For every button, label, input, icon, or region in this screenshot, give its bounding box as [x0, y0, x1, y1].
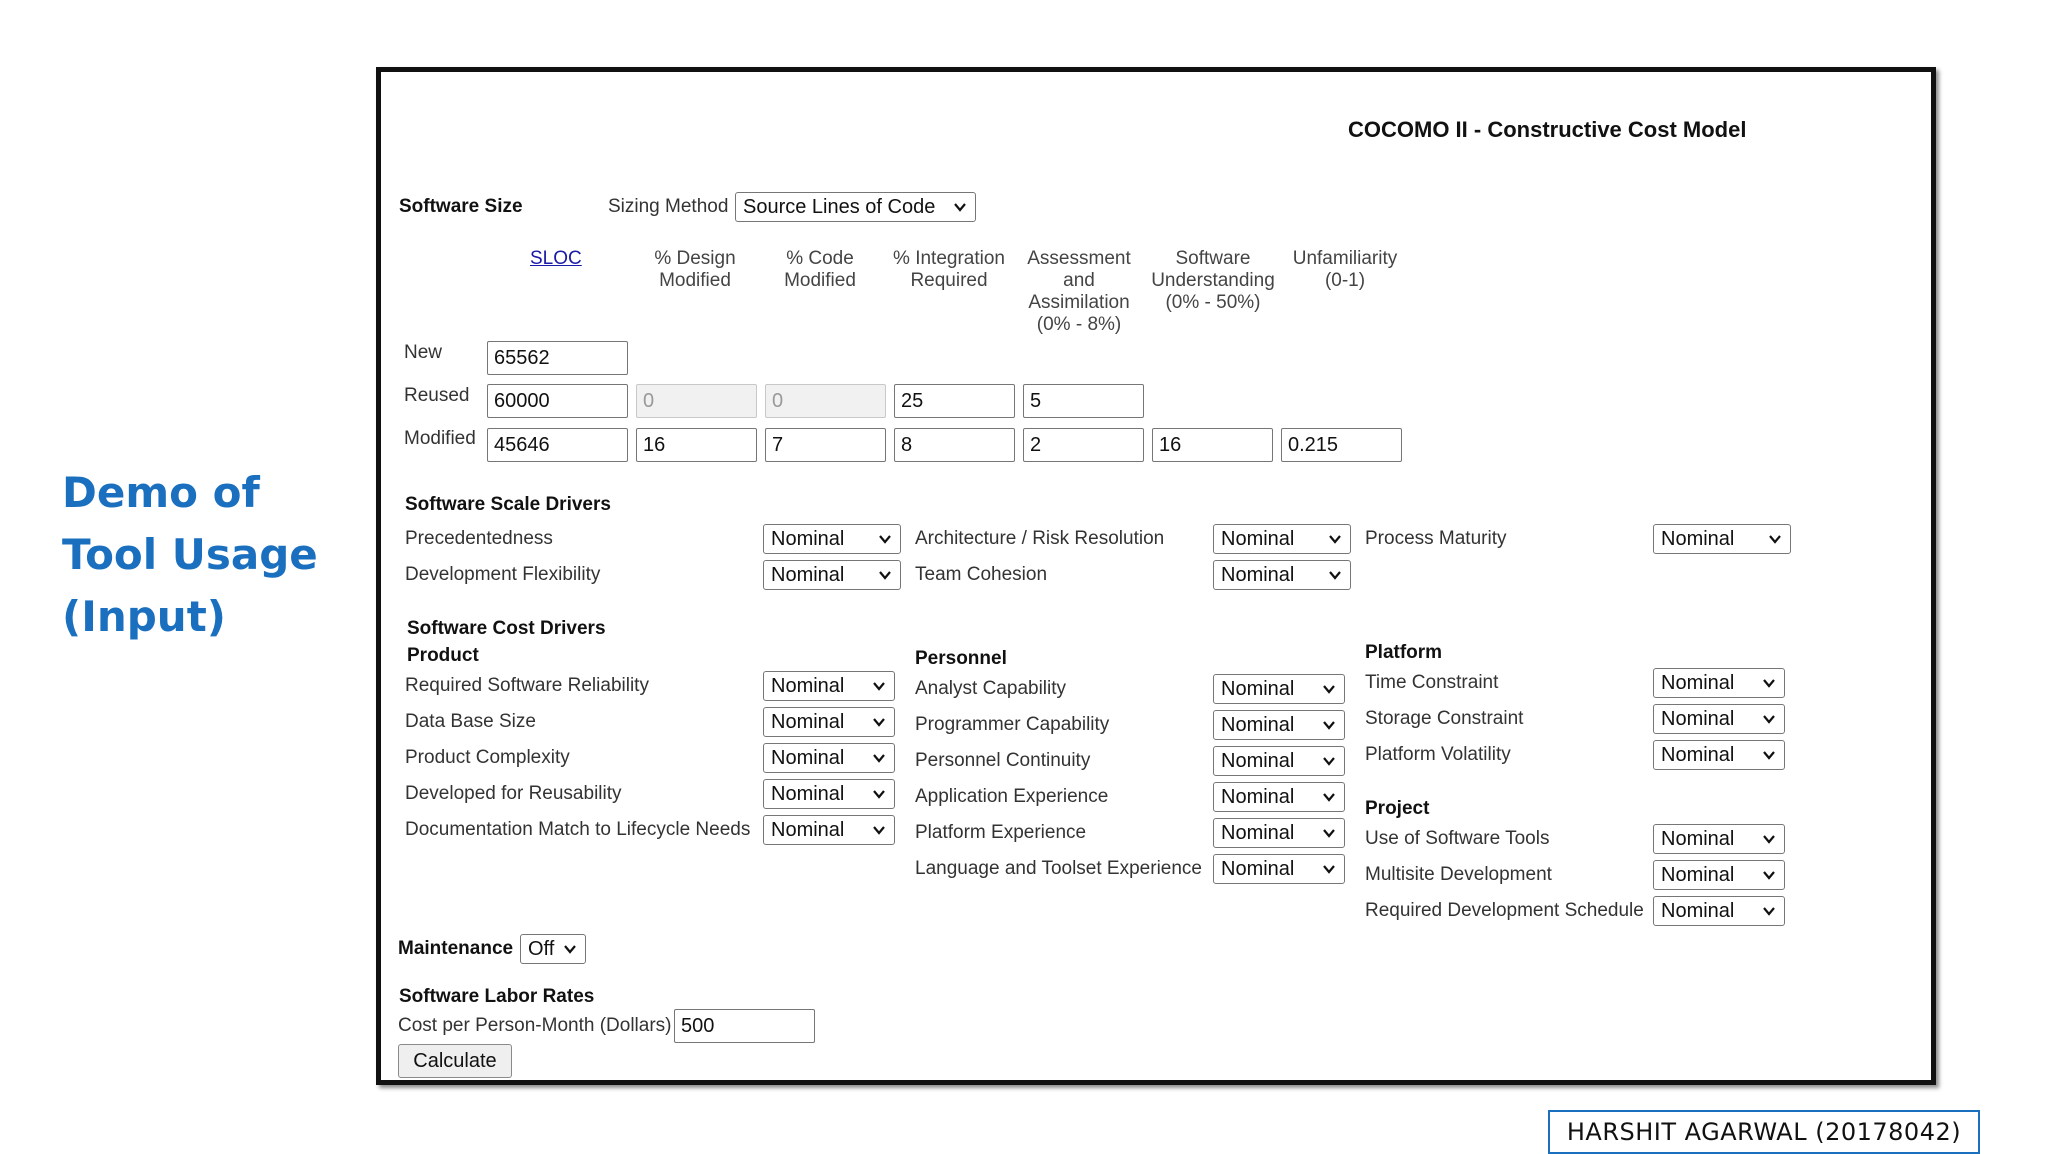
ltex-value: Nominal — [1221, 858, 1295, 880]
pcon-label: Personnel Continuity — [915, 750, 1091, 771]
chevron-down-icon — [1322, 754, 1336, 768]
new-sloc-input[interactable]: 65562 — [487, 341, 628, 375]
chevron-down-icon — [878, 532, 892, 546]
pcap-label: Programmer Capability — [915, 714, 1110, 735]
rely-select[interactable] — [763, 671, 895, 701]
chevron-down-icon — [872, 679, 886, 693]
chevron-down-icon — [1328, 568, 1342, 582]
modified-assessment-input[interactable]: 2 — [1023, 428, 1144, 462]
chevron-down-icon — [1768, 532, 1782, 546]
chevron-down-icon — [872, 823, 886, 837]
dev-flexibility-label: Development Flexibility — [405, 564, 601, 585]
team-cohesion-label: Team Cohesion — [915, 564, 1048, 585]
apex-value: Nominal — [1221, 786, 1295, 808]
stor-label: Storage Constraint — [1365, 708, 1524, 729]
chevron-down-icon — [953, 200, 967, 214]
sced-value: Nominal — [1661, 900, 1735, 922]
scale-drivers-heading: Software Scale Drivers — [405, 494, 611, 515]
reused-assessment-input[interactable]: 5 — [1023, 384, 1144, 418]
tool-select[interactable] — [1653, 824, 1785, 854]
time-label: Time Constraint — [1365, 672, 1499, 693]
pcap-select[interactable] — [1213, 710, 1345, 740]
reused-design-modified-input: 0 — [636, 384, 757, 418]
ruse-label: Developed for Reusability — [405, 783, 622, 804]
acap-value: Nominal — [1221, 678, 1295, 700]
row-label-new: New — [404, 342, 443, 363]
cost-per-pm-label: Cost per Person-Month (Dollars) — [398, 1015, 672, 1036]
chevron-down-icon — [1322, 862, 1336, 876]
reused-sloc-input[interactable]: 60000 — [487, 384, 628, 418]
chevron-down-icon — [872, 715, 886, 729]
sced-label: Required Development Schedule — [1365, 900, 1644, 921]
pcap-value: Nominal — [1221, 714, 1295, 736]
apex-select[interactable] — [1213, 782, 1345, 812]
data-value: Nominal — [771, 711, 845, 733]
sced-select[interactable] — [1653, 896, 1785, 926]
header-unfamiliarity: Unfamiliarity (0-1) — [1292, 248, 1398, 291]
chevron-down-icon — [1322, 682, 1336, 696]
chevron-down-icon — [1762, 748, 1776, 762]
cplx-select[interactable] — [763, 743, 895, 773]
sloc-link[interactable]: SLOC — [530, 248, 582, 269]
pvol-label: Platform Volatility — [1365, 744, 1511, 765]
tool-value: Nominal — [1661, 828, 1735, 850]
apex-label: Application Experience — [915, 786, 1109, 807]
acap-select[interactable] — [1213, 674, 1345, 704]
sizing-method-value: Source Lines of Code — [743, 196, 936, 218]
slide-title-line-2: Tool Usage — [62, 530, 318, 579]
tool-label: Use of Software Tools — [1365, 828, 1550, 849]
header-integration-required: % Integration Required — [893, 248, 1005, 291]
ruse-select[interactable] — [763, 779, 895, 809]
cocomo-screenshot-frame — [376, 67, 1936, 1085]
rely-value: Nominal — [771, 675, 845, 697]
chevron-down-icon — [878, 568, 892, 582]
calculate-button[interactable]: Calculate — [398, 1044, 512, 1078]
process-maturity-select[interactable] — [1653, 524, 1791, 554]
maintenance-value: Off — [528, 938, 555, 960]
rely-label: Required Software Reliability — [405, 675, 649, 696]
pcon-select[interactable] — [1213, 746, 1345, 776]
chevron-down-icon — [872, 787, 886, 801]
author-label: HARSHIT AGARWAL (20178042) — [1548, 1110, 1980, 1154]
slide-title — [62, 462, 318, 648]
plex-label: Platform Experience — [915, 822, 1087, 843]
header-code-modified: % Code Modified — [784, 248, 856, 291]
chevron-down-icon — [1762, 832, 1776, 846]
reused-code-modified-input: 0 — [765, 384, 886, 418]
pvol-value: Nominal — [1661, 744, 1735, 766]
modified-sloc-input[interactable]: 45646 — [487, 428, 628, 462]
row-label-reused: Reused — [404, 385, 470, 406]
site-value: Nominal — [1661, 864, 1735, 886]
site-label: Multisite Development — [1365, 864, 1552, 885]
modified-understanding-input[interactable]: 16 — [1152, 428, 1273, 462]
ltex-label: Language and Toolset Experience — [915, 858, 1202, 879]
header-assessment-assimilation: Assessment and Assimilation (0% - 8%) — [1027, 248, 1131, 335]
product-heading: Product — [407, 645, 479, 666]
docu-value: Nominal — [771, 819, 845, 841]
modified-code-modified-input[interactable]: 7 — [765, 428, 886, 462]
stor-select[interactable] — [1653, 704, 1785, 734]
modified-unfamiliarity-input[interactable]: 0.215 — [1281, 428, 1402, 462]
precedentedness-select[interactable] — [763, 524, 901, 554]
cplx-label: Product Complexity — [405, 747, 570, 768]
chevron-down-icon — [1762, 868, 1776, 882]
chevron-down-icon — [1762, 712, 1776, 726]
team-cohesion-select[interactable] — [1213, 560, 1351, 590]
chevron-down-icon — [872, 751, 886, 765]
precedentedness-label: Precedentedness — [405, 528, 553, 549]
arch-risk-label: Architecture / Risk Resolution — [915, 528, 1165, 549]
maintenance-label: Maintenance — [398, 938, 514, 959]
project-heading: Project — [1365, 798, 1430, 819]
data-label: Data Base Size — [405, 711, 536, 732]
pvol-select[interactable] — [1653, 740, 1785, 770]
dev-flexibility-select[interactable] — [763, 560, 901, 590]
process-maturity-value: Nominal — [1661, 528, 1735, 550]
slide-title-line-3: (Input) — [62, 592, 226, 641]
chevron-down-icon — [1762, 904, 1776, 918]
time-select[interactable] — [1653, 668, 1785, 698]
cost-drivers-heading: Software Cost Drivers — [407, 618, 606, 639]
plex-value: Nominal — [1221, 822, 1295, 844]
platform-heading: Platform — [1365, 642, 1443, 663]
header-software-understanding: Software Understanding (0% - 50%) — [1151, 248, 1275, 313]
pcon-value: Nominal — [1221, 750, 1295, 772]
ruse-value: Nominal — [771, 783, 845, 805]
ltex-select[interactable] — [1213, 854, 1345, 884]
modified-integration-input[interactable]: 8 — [894, 428, 1015, 462]
slide-title-line-1: Demo of — [62, 468, 260, 517]
chevron-down-icon — [1322, 826, 1336, 840]
reused-integration-input[interactable]: 25 — [894, 384, 1015, 418]
docu-label: Documentation Match to Lifecycle Needs — [405, 819, 751, 840]
data-select[interactable] — [763, 707, 895, 737]
process-maturity-label: Process Maturity — [1365, 528, 1507, 549]
sizing-method-label: Sizing Method — [608, 196, 729, 217]
app-title: COCOMO II - Constructive Cost Model — [1348, 117, 1747, 142]
stor-value: Nominal — [1661, 708, 1735, 730]
plex-select[interactable] — [1213, 818, 1345, 848]
chevron-down-icon — [1762, 676, 1776, 690]
chevron-down-icon — [1328, 532, 1342, 546]
precedentedness-value: Nominal — [771, 528, 845, 550]
chevron-down-icon — [1322, 790, 1336, 804]
team-cohesion-value: Nominal — [1221, 564, 1295, 586]
labor-rates-heading: Software Labor Rates — [399, 986, 595, 1007]
cost-per-pm-input[interactable]: 500 — [674, 1009, 815, 1043]
arch-risk-value: Nominal — [1221, 528, 1295, 550]
maintenance-select[interactable] — [520, 934, 586, 964]
modified-design-modified-input[interactable]: 16 — [636, 428, 757, 462]
dev-flexibility-value: Nominal — [771, 564, 845, 586]
arch-risk-select[interactable] — [1213, 524, 1351, 554]
row-label-modified: Modified — [404, 428, 476, 449]
site-select[interactable] — [1653, 860, 1785, 890]
software-size-heading: Software Size — [399, 196, 523, 217]
personnel-heading: Personnel — [915, 648, 1007, 669]
sizing-method-select[interactable] — [735, 192, 976, 222]
cplx-value: Nominal — [771, 747, 845, 769]
chevron-down-icon — [1322, 718, 1336, 732]
chevron-down-icon — [563, 942, 577, 956]
acap-label: Analyst Capability — [915, 678, 1067, 699]
header-design-modified: % Design Modified — [654, 248, 736, 291]
docu-select[interactable] — [763, 815, 895, 845]
time-value: Nominal — [1661, 672, 1735, 694]
